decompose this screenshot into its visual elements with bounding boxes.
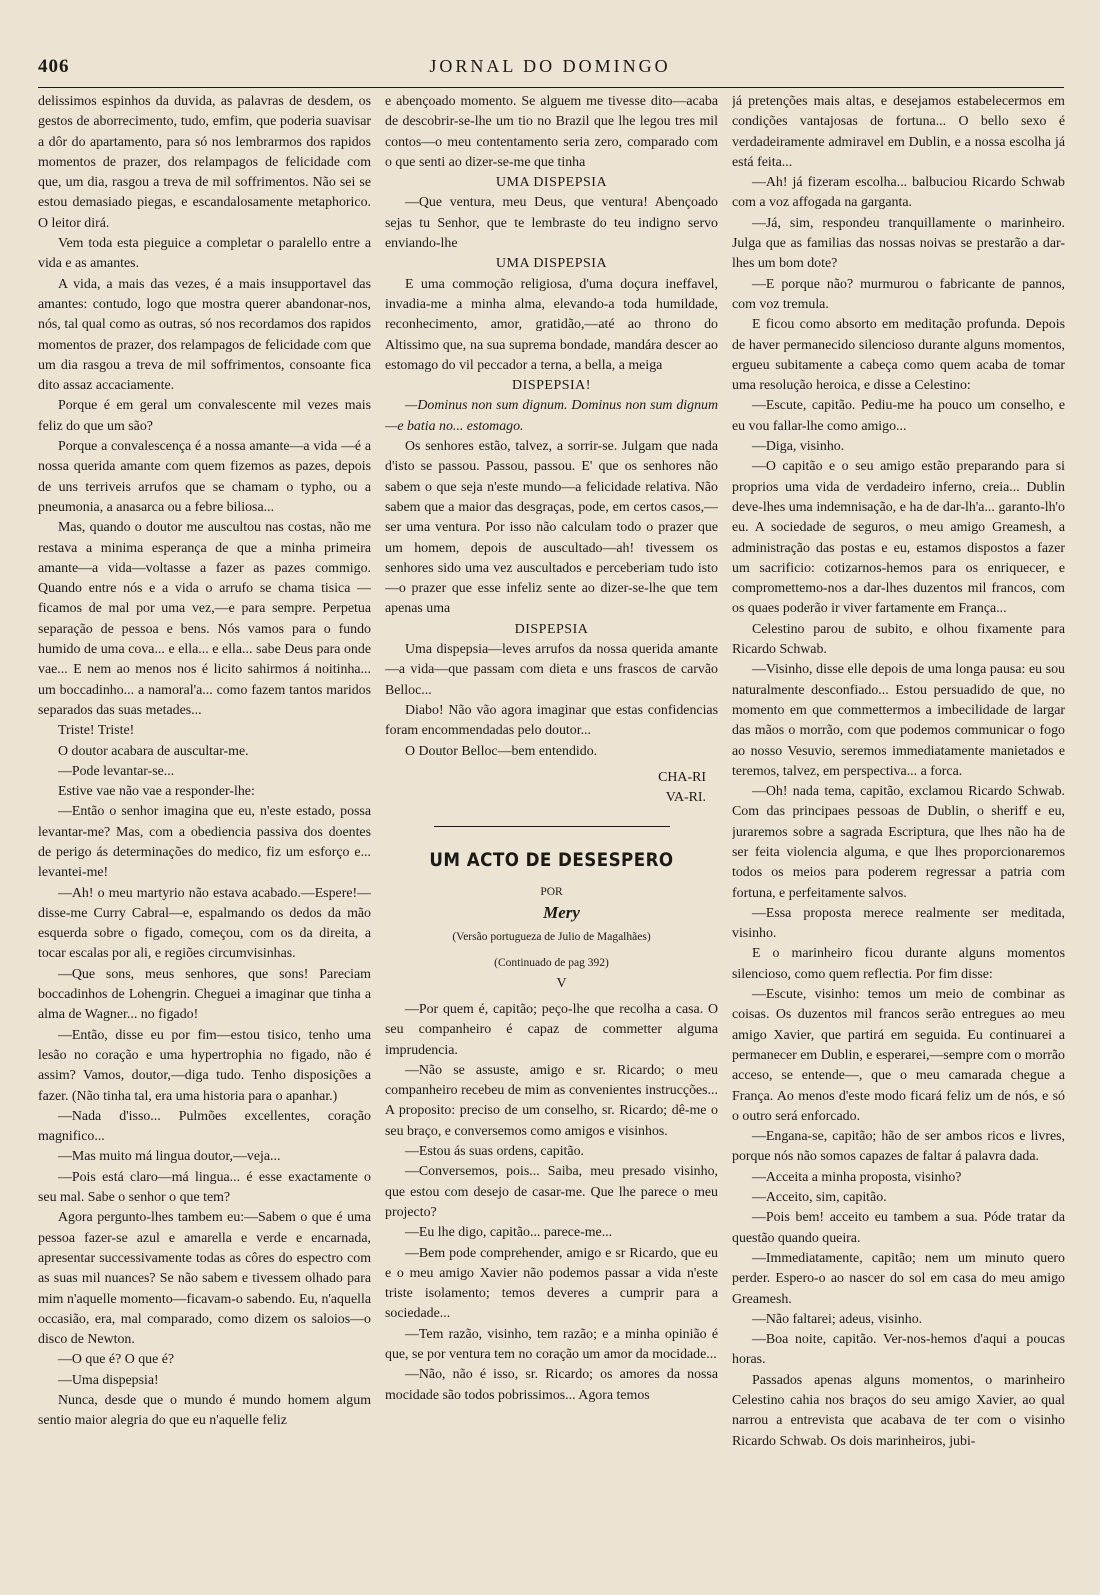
section-heading: DISPEPSIA bbox=[514, 621, 589, 637]
paragraph: —Ah! já fizeram escolha... balbuciou Ricardo Schwab com a voz affogada na garganta. bbox=[732, 175, 1065, 211]
paragraph: —O que é? O que é? bbox=[58, 1352, 175, 1368]
paragraph: —Visinho, disse elle depois de uma longa pausa: eu sou naturalmente desconfiado... Estou persuadido de que, no momento em que commettermos a imbecilidade de largar das mãos o morrão, com que podemos communicar o fogo ao nosso Vesuvio, seremos immediatamente manietados e teremos, talvez, em perspectiva... a forca. bbox=[732, 662, 1065, 779]
paragraph: —Pois está claro—má lingua... é esse exactamente o seu mal. Sabe o senhor o que tem? bbox=[38, 1169, 371, 1206]
journal-title: JORNAL DO DOMINGO bbox=[429, 56, 671, 76]
section-heading: DISPEPSIA! bbox=[512, 378, 591, 394]
paragraph: E o marinheiro ficou durante alguns momentos silencioso, como quem reflectia. Por fim disse: bbox=[732, 946, 1065, 982]
paragraph: —Escute, capitão. Pediu-me ha pouco um conselho, e eu vou fallar-lhe como amigo... bbox=[732, 398, 1065, 434]
paragraph: —Não, não é isso, sr. Ricardo; os amores da nossa mocidade são todos pobrissimos... Agora temos bbox=[385, 1367, 718, 1403]
column-1 bbox=[38, 92, 371, 1587]
section-heading: UMA DISPEPSIA bbox=[495, 256, 608, 272]
paragraph: —Ah! o meu martyrio não estava acabado.—Espere!—disse-me Curry Cabral—e, espalmando os dedos da mão esquerda sobre o figado, começou, com os da direita, a tocar escalas por ali, e regiões circumvisinhas. bbox=[38, 885, 371, 962]
paragraph: E uma commoção religiosa, d'uma doçura ineffavel, invadia-me a minha alma, elevando-a toda humildade, reconhecimento, amor, gratidão,—até ao throno do Altissimo que, na sua suprema bondade, mandára descer ao estomago do vil peccador a terna, a bella, a meiga bbox=[385, 276, 718, 373]
column-2 bbox=[385, 92, 718, 1587]
paragraph: —Então o senhor imagina que eu, n'este estado, possa levantar-me? Mas, com a obediencia passiva dos doentes de perigo ás determinações do medico, fiz um esforço e... levantei-me! bbox=[38, 804, 371, 881]
paragraph: —Engana-se, capitão; hão de ser ambos ricos e livres, porque nós não somos capazes de faltar á palavra dada. bbox=[732, 1129, 1065, 1165]
paragraph: —Pois bem! acceito eu tambem a sua. Póde tratar da questão quando queira. bbox=[732, 1210, 1065, 1246]
story-author: Mery bbox=[543, 903, 580, 923]
paragraph: Estive vae não vae a responder-lhe: bbox=[58, 784, 255, 800]
paragraph: —Acceito, sim, capitão. bbox=[752, 1190, 887, 1206]
paragraph: Agora pergunto-lhes tambem eu:—Sabem o que é uma pessoa fazer-se azul e amarella e verde e encarnada, apresentar successivamente todas as côres do espectro com as suas mil nuances? Se não sabem e tivessem olhado para mim n'aquelle momento—ficavam-o sabendo. Eu, n'aquella occasião, era, mal comparado, como dizem os saloios—o disco de Newton. bbox=[38, 1210, 371, 1348]
paragraph: —Que sons, meus senhores, que sons! Pareciam boccadinhos de Lohengrin. Cheguei a imaginar que tinha a alma de Wagner... no figado! bbox=[38, 966, 371, 1023]
paragraph: —Por quem é, capitão; peço-lhe que recolha a casa. O seu companheiro é capaz de commetter alguma imprudencia. bbox=[385, 1001, 718, 1058]
paragraph: já pretenções mais altas, e desejamos estabelecermos em condições vantajosas de fortuna... O bello sexo é verdadeiramente admiravel em Dublin, e a nossa escolha já está feita... bbox=[732, 94, 1065, 170]
section-heading: UMA DISPEPSIA bbox=[495, 175, 608, 191]
paragraph: —Diga, visinho. bbox=[752, 439, 845, 455]
paragraph: —Então, disse eu por fim—estou tisico, tenho uma lesão no coração e uma hypertrophia no figado, não é assim? Vamos, doutor,—diga tudo. Tenho disposições a fazer. (Não tinha tal, era uma historia para o apanhar.) bbox=[38, 1027, 371, 1104]
paragraph: Diabo! Não vão agora imaginar que estas confidencias foram encommendadas pelo doutor... bbox=[385, 702, 718, 739]
story-continued-note: (Continuado de pag 392) bbox=[494, 956, 609, 969]
paragraph: Celestino parou de subito, e olhou fixamente para Ricardo Schwab. bbox=[732, 621, 1065, 658]
paragraph: —Escute, visinho: temos um meio de combinar as coisas. Os duzentos mil francos serão entregues ao meu amigo Xavier, que partirá em seguida. Eu continuarei a permanecer em Dublin, e esperarei,—sempre com o morrão acceso, se entende—, que o meu camarada chegue a França. Ao menos d'este modo ficará feliz um de nós, e só o outro será enforcado. bbox=[732, 987, 1065, 1124]
paragraph: —Acceita a minha proposta, visinho? bbox=[752, 1169, 962, 1185]
paragraph: Passados apenas alguns momentos, o marinheiro Celestino cahia nos braços do seu amigo Xavier, ao qual narrou a entrevista que acabava de ter com o visinho Ricardo Schwab. Os dois marinheiros, jubi- bbox=[732, 1372, 1065, 1449]
paragraph: E ficou como absorto em meditação profunda. Depois de haver permanecido silencioso durante alguns momentos, ergueu subitamente a cabeça como quem acaba de tomar uma resolução heroica, e disse a Celestino: bbox=[732, 317, 1065, 394]
paragraph: Porque é em geral um convalescente mil vezes mais feliz do que um são? bbox=[38, 398, 371, 434]
paragraph: —Oh! nada tema, capitão, exclamou Ricardo Schwab. Com das principaes pessoas de Dublin, o sheriff e eu, juraremos sobre a sagrada Escriptura, que lhes não ha de ser feita violencia alguma, e que lhes proporcionaremos todos os meios para poderem regressar a patria com fortuna, e perfeitamente salvos. bbox=[732, 784, 1065, 901]
paragraph: —Que ventura, meu Deus, que ventura! Abençoado sejas tu Senhor, que te lembraste do teu indigno servo enviando-lhe bbox=[385, 195, 718, 252]
paragraph: —Mas muito má lingua doutor,—veja... bbox=[58, 1149, 281, 1165]
paragraph: —Dominus non sum dignum. Dominus non sum dignum—e batia no... estomago. bbox=[385, 398, 718, 434]
paragraph: Nunca, desde que o mundo é mundo homem algum sentio maior alegria do que eu n'aquelle feliz bbox=[38, 1393, 371, 1429]
paragraph: —Uma dispepsia! bbox=[58, 1372, 159, 1388]
paragraph: —Estou ás suas ordens, capitão. bbox=[405, 1144, 584, 1160]
paragraph: —Immediatamente, capitão; nem um minuto quero perder. Espero-o ao nascer do sol em casa do meu amigo Greamesh. bbox=[732, 1250, 1065, 1307]
paragraph: delissimos espinhos da duvida, as palavras de desdem, os gestos de aborrecimento, tudo, emfim, que poderia suavisar a dôr do apartamento, para só nos lembrarmos dos rapidos momentos de prazer, dos relampagos de felicidade com que, um dia, rasgou a treva de mil soffrimentos. Não sei se estou demasiado piegas, e escandalosamente metaphorico. O leitor dirá. bbox=[38, 94, 371, 231]
paragraph: Triste! Triste! bbox=[58, 723, 135, 739]
paragraph: O Doutor Belloc—bem entendido. bbox=[405, 743, 598, 759]
paragraph: e abençoado momento. Se alguem me tivesse dito—acaba de descobrir-se-lhe um tio no Brazil que lhe legou tres mil contos—o meu contentamento seria zero, comparado com o que senti ao dizer-se-me que tinha bbox=[385, 94, 718, 170]
paragraph: Mas, quando o doutor me auscultou nas costas, não me restava a minima esperança de que a minha primeira amante—a vida—voltasse a fazer as pazes commigo. Quando entre nós e a vida o arrufo se chama tisica — ficamos de mal por uma vez,—e para sempre. Perpetua separação de pessoa e bens. Nós vamos para o fundo humido de uma cova... e ella... e ella... sabe Deus para onde vae... E nem ao menos nos é licito sahirmos á noitinha... um boccadinho... a namoral'a... como fazem tantos maridos separados das suas metades... bbox=[38, 520, 371, 718]
paragraph: —Nada d'isso... Pulmões excellentes, coração magnifico... bbox=[38, 1108, 371, 1145]
paragraph: —Boa noite, capitão. Ver-nos-hemos d'aqui a poucas horas. bbox=[732, 1332, 1065, 1368]
paragraph: —O capitão e o seu amigo estão preparando para si proprios uma vida de verdadeiro inferno, creia... Dublin deve-lhes uma indemnisação, e ha de dar-lh'a... garanto-lh'o eu. A sociedade de seguros, o meu amigo Greamesh, a administração das postas e eu, estamos dispostos a fazer um sacrificio: cotizarnos-hemos para os enriquecer, e compromettemo-nos a dar-lhes duzentos mil francos, com os quaes poderão ir viver fartamente em França... bbox=[732, 459, 1065, 617]
paragraph: —Eu lhe digo, capitão... parece-me... bbox=[405, 1225, 613, 1241]
paragraph: —Tem razão, visinho, tem razão; e a minha opinião é que, se por ventura tem no coração um amor da mocidade... bbox=[385, 1326, 718, 1363]
paragraph: Os senhores estão, talvez, a sorrir-se. Julgam que nada d'isto se passou. Passou, passou. E' que os senhores não sabem o que seja n'este mundo—a felicidade relativa. Não sabem que a maior das desgraças, pode, em certos casos,—ser uma ventura. Por isso não calculam todo o prazer que um homem, depois de auscultado—ah! tivessem os senhores sido uma vez auscultados e perceberiam tudo isto—o prazer que esse infeliz sente ao dizer-se-lhe que tem apenas uma bbox=[385, 439, 718, 617]
header-rule bbox=[38, 87, 1064, 88]
signature-line: VA-RI. bbox=[665, 790, 706, 806]
paragraph: —Não faltarei; adeus, visinho. bbox=[752, 1311, 923, 1327]
text-columns bbox=[38, 92, 1066, 1587]
story-version-note: (Versão portugueza de Julio de Magalhães) bbox=[452, 930, 651, 943]
signature-line: CHA-RI bbox=[658, 769, 706, 785]
paragraph: —Bem pode comprehender, amigo e sr Ricardo, que eu e o meu amigo Xavier não podemos passar a vida n'este triste isolamento; temos deveres a cumprir para a sociedade... bbox=[385, 1245, 718, 1322]
paragraph: Uma dispepsia—leves arrufos da nossa querida amante—a vida—que passam com dieta e uns frascos de carvão Belloc... bbox=[385, 642, 718, 698]
page-number: 406 bbox=[38, 56, 70, 77]
paragraph: O doutor acabara de auscultar-me. bbox=[58, 743, 249, 759]
paragraph: —E porque não? murmurou o fabricante de pannos, com voz tremula. bbox=[732, 276, 1065, 312]
section-divider bbox=[434, 826, 670, 827]
paragraph: —Não se assuste, amigo e sr. Ricardo; o meu companheiro recebeu de mim as convenientes instrucções... A proposito: preciso de um conselho, sr. Ricardo; dê-me o seu braço, e conversemos como amigos e visinhos. bbox=[385, 1062, 718, 1139]
paragraph: —Conversemos, pois... Saiba, meu presado visinho, que estou com desejo de casar-me. Que lhe parece o meu projecto? bbox=[385, 1164, 718, 1220]
story-byline-por: POR bbox=[540, 886, 563, 899]
paragraph: A vida, a mais das vezes, é a mais insupportavel das amantes: contudo, logo que mostra querer abandonar-nos, nós, tal qual como as outras, só nos recordamos dos rapidos momentos de prazer, dos relampagos de felicidade com que um dia rasgou a treva de mil soffrimentos, consoante fica dito assaz accaciamente. bbox=[38, 276, 371, 394]
chapter-number: V bbox=[556, 975, 567, 991]
paragraph: —Pode levantar-se... bbox=[58, 763, 175, 779]
paragraph: —Essa proposta merece realmente ser meditada, visinho. bbox=[732, 905, 1065, 942]
story-title: UM ACTO DE DESESPERO bbox=[429, 849, 674, 872]
paragraph: Vem toda esta pieguice a completar o paralello entre a vida e as amantes. bbox=[38, 236, 371, 272]
column-3 bbox=[732, 92, 1065, 1587]
paragraph: Porque a convalescença é a nossa amante—a vida —é a nossa querida amante com quem fizemos as pazes, depois de uns terriveis arrufos que se chamam o typho, ou a pneumonia, a anasarca ou a febre biliosa... bbox=[38, 439, 371, 515]
paragraph: —Já, sim, respondeu tranquillamente o marinheiro. Julga que as familias das nossas noivas se prestarão a dar-lhes um bom dote? bbox=[732, 215, 1065, 272]
